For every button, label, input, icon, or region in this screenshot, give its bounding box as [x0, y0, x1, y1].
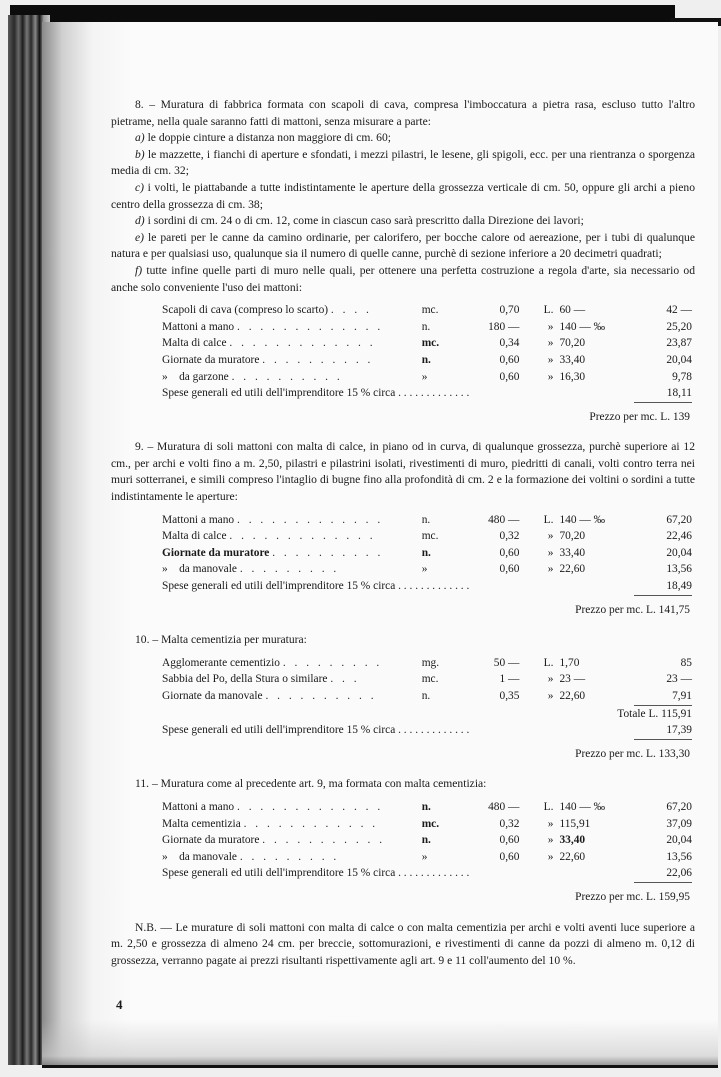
row-desc: Sabbia del Po, della Stura o similare . . .: [162, 673, 360, 686]
row-currency: »: [547, 353, 554, 366]
row-amount: 37,09: [666, 817, 692, 830]
row-desc: Agglomerante cementizio . . . . . . . . .: [162, 656, 383, 669]
table-row: [162, 655, 692, 672]
table-row: [162, 799, 692, 816]
article-9-price-table: [162, 512, 692, 596]
row-qty: 480 —: [488, 513, 520, 526]
row-qty: 0,60: [499, 370, 520, 383]
row-amount: 20,04: [666, 546, 692, 559]
row-rate: 33,40: [559, 834, 586, 847]
table-row: [162, 335, 692, 352]
row-currency: »: [547, 530, 554, 543]
article-9-price-total: Prezzo per mc. L. 141,75: [575, 603, 690, 616]
row-unit: »: [421, 370, 428, 383]
row-unit: n.: [421, 353, 431, 366]
table-row: [162, 512, 692, 529]
row-rate: 22,60: [559, 850, 586, 863]
article-11-price-total: Prezzo per mc. L. 159,95: [575, 890, 690, 903]
row-unit: mc.: [421, 673, 439, 686]
row-desc: Giornate da muratore . . . . . . . . . .: [162, 353, 374, 366]
row-rate: 70,20: [559, 530, 586, 543]
article-8-price-total: Prezzo per mc. L. 139: [589, 410, 690, 423]
row-currency: »: [547, 817, 554, 830]
row-qty: 0,32: [499, 817, 520, 830]
article-11-price-table: [162, 799, 692, 883]
item-letter: d): [135, 214, 145, 228]
row-rate: 140 — ‰: [559, 320, 606, 333]
table-row-totale: [162, 705, 692, 722]
row-amount: 18,49: [634, 578, 692, 595]
row-desc: Spese generali ed utili dell'imprenditore 15 % circa . . . . . . . . . . . . .: [162, 580, 470, 593]
row-qty: 480 —: [488, 800, 520, 813]
item-text: le mazzette, i fianchi di aperture e sfondati, i mezzi pilastri, le lesene, gli spigoli, ecc. per una rientranza o sporgenza media di cm. 32;: [111, 147, 695, 178]
row-qty: 0,60: [499, 850, 520, 863]
row-amount: 7,91: [634, 688, 692, 705]
row-amount: 13,56: [666, 563, 692, 576]
article-9: [111, 439, 695, 618]
row-desc: Malta cementizia . . . . . . . . . . . .: [162, 817, 379, 830]
article-8-item-d: [111, 213, 695, 230]
row-qty: 0,34: [499, 337, 520, 350]
row-unit: »: [421, 563, 428, 576]
row-rate: 22,60: [559, 563, 586, 576]
row-amount: 13,56: [666, 850, 692, 863]
row-desc: Spese generali ed utili dell'imprenditore 15 % circa . . . . . . . . . . . . .: [162, 724, 470, 737]
row-qty: 0,35: [499, 690, 520, 702]
table-row: [162, 352, 692, 369]
row-amount: 42 —: [666, 304, 692, 317]
table-row: [162, 849, 692, 866]
row-currency: »: [547, 673, 554, 686]
row-amount: 67,20: [666, 513, 692, 526]
row-qty: 180 —: [488, 320, 520, 333]
article-11-intro: 11. – Muratura come al precedente art. 9, ma formata con malta cementizia:: [135, 777, 487, 791]
table-row-spese: [162, 722, 692, 739]
row-unit: mg.: [421, 656, 440, 669]
item-text: le doppie cinture a distanza non maggiore di cm. 60;: [144, 131, 391, 145]
table-row: [162, 832, 692, 849]
row-qty: 0,60: [499, 353, 520, 366]
item-letter: e): [135, 230, 145, 244]
row-rate: 16,30: [559, 370, 586, 383]
table-row-spese: [162, 578, 692, 595]
table-row: [162, 545, 692, 562]
item-text: i volti, le piattabande a tutte indistintamente le aperture della grossezza verticale di cm. 50, oppure gli archi a pieno centro della grossezza di cm. 38;: [111, 180, 695, 211]
row-desc: » da manovale . . . . . . . . .: [162, 563, 340, 576]
row-qty: 0,60: [499, 546, 520, 559]
row-desc: Mattoni a mano . . . . . . . . . . . . .: [162, 513, 384, 526]
row-desc: Malta di calce . . . . . . . . . . . . .: [162, 530, 376, 543]
row-desc: Giornate da muratore . . . . . . . . . . .: [162, 834, 386, 847]
row-unit: n.: [421, 834, 431, 847]
article-8: [111, 97, 695, 425]
row-currency: »: [547, 320, 554, 333]
row-currency: »: [547, 834, 554, 847]
row-qty: 1 —: [499, 673, 520, 686]
article-10: [111, 632, 695, 762]
row-unit: mc.: [421, 304, 439, 317]
row-unit: mc.: [421, 530, 439, 543]
item-text: le pareti per le canne da camino ordinarie, per calorifero, per bocche calore od aereazione, per i tubi di qualunque natura e per qualsiasi uso, qualunque sia il numero di quelle canne, purchè di sezione inferiore a 20 decimetri quadrati;: [111, 230, 695, 261]
table-row: [162, 319, 692, 336]
row-amount: 18,11: [634, 385, 692, 402]
row-rate: 140 — ‰: [559, 800, 606, 813]
row-amount: 85: [680, 656, 692, 669]
article-8-item-f: [111, 263, 695, 296]
article-8-intro: 8. – Muratura di fabbrica formata con scapoli di cava, compresa l'imboccatura a pietra rasa, escluso tutto l'altro pietrame, nella quale saranno fatti di mattoni, senza misurare a parte:: [111, 98, 695, 128]
row-unit: n.: [421, 546, 431, 559]
row-currency: L.: [543, 304, 554, 317]
row-unit: mc.: [421, 337, 440, 350]
item-letter: b): [135, 147, 145, 161]
row-rate: 70,20: [559, 337, 586, 350]
table-row: [162, 528, 692, 545]
article-11: [111, 776, 695, 905]
row-unit: mc.: [421, 817, 440, 830]
row-qty: 0,60: [499, 563, 520, 576]
row-qty: 0,70: [499, 304, 520, 317]
row-qty: 0,32: [499, 530, 520, 543]
item-text: i sordini di cm. 24 o di cm. 12, come in ciascun caso sarà prescritto dalla Direzione dei lavori;: [144, 214, 584, 228]
row-amount: 22,06: [634, 865, 692, 882]
page-number: 4: [116, 997, 123, 1012]
row-currency: L.: [543, 800, 554, 813]
table-row: [162, 561, 692, 578]
row-desc: Mattoni a mano . . . . . . . . . . . . .: [162, 800, 384, 813]
row-currency: »: [547, 370, 554, 383]
table-row: [162, 816, 692, 833]
item-letter: a): [135, 131, 145, 145]
row-desc: Malta di calce . . . . . . . . . . . . .: [162, 337, 376, 350]
item-text: tutte infine quelle parti di muro nelle quali, per ottenere una perfetta costruzione a regola d'arte, sia necessario od anche solo conveniente l'uso dei mattoni:: [111, 263, 695, 294]
article-8-item-b: [111, 147, 695, 180]
article-10-price-table: [162, 655, 692, 740]
page-bottom-shadow: [42, 1020, 718, 1065]
row-rate: 33,40: [559, 546, 586, 559]
article-8-item-c: [111, 180, 695, 213]
row-desc: Scapoli di cava (compreso lo scarto) . . . .: [162, 304, 372, 317]
row-currency: »: [547, 337, 554, 350]
row-currency: »: [547, 850, 554, 863]
row-rate: 23 —: [559, 673, 586, 686]
row-amount: 23,87: [666, 337, 692, 350]
row-unit: n.: [421, 320, 431, 333]
article-10-intro: 10. – Malta cementizia per muratura:: [135, 633, 307, 647]
table-row: [162, 671, 692, 688]
table-row-spese: [162, 385, 692, 402]
row-desc: Giornate da muratore . . . . . . . . . .: [162, 546, 384, 559]
row-amount: 22,46: [666, 530, 692, 543]
row-rate: 60 —: [559, 304, 586, 317]
table-row: [162, 688, 692, 705]
row-amount: 9,78: [672, 370, 692, 383]
row-rate: 115,91: [559, 817, 591, 830]
row-amount: 20,04: [666, 353, 692, 366]
row-currency: »: [547, 563, 554, 576]
row-unit: n.: [421, 513, 431, 526]
row-unit: »: [421, 850, 428, 863]
table-row-spese: [162, 865, 692, 882]
row-desc: Mattoni a mano . . . . . . . . . . . . .: [162, 320, 384, 333]
row-desc: » da garzone . . . . . . . . . .: [162, 370, 343, 383]
row-amount: 67,20: [666, 800, 692, 813]
row-unit: n.: [421, 690, 431, 702]
subtotal: Totale L. 115,91: [617, 707, 692, 720]
row-qty: 50 —: [493, 656, 520, 669]
row-amount: 17,39: [634, 722, 692, 739]
row-desc: Spese generali ed utili dell'imprenditore 15 % circa . . . . . . . . . . . . .: [162, 387, 470, 400]
article-10-price-total: Prezzo per mc. L. 133,30: [575, 747, 690, 760]
row-qty: 0,60: [499, 834, 520, 847]
row-currency: L.: [543, 513, 554, 526]
row-desc: Giornate da manovale . . . . . . . . . .: [162, 690, 377, 702]
row-amount: 20,04: [666, 834, 692, 847]
nota-bene: N.B. — Le murature di soli mattoni con malta di calce o con malta cementizia per archi e volti aventi luce superiore a m. 2,50 e grossezza di almeno 24 cm. per breccie, sottomurazioni, e rivestimenti di canne da pozzi di almeno m. 0,12 di grossezza, verranno pagate ai prezzi risultanti rispettivamente agli art. 9 e 11 coll'aumento del 10 %.: [111, 920, 695, 967]
row-rate: 140 — ‰: [559, 513, 606, 526]
row-rate: 1,70: [559, 656, 580, 669]
page-content: [111, 97, 695, 969]
row-amount: 25,20: [666, 320, 692, 333]
article-9-intro: 9. – Muratura di soli mattoni con malta di calce, in piano od in curva, di qualunque grossezza, purchè superiore ai 12 cm., per archi e volti fino a m. 2,50, pilastri e pilastrini isolati, rivestimenti di muro, piedritti di canali, volti contro terra nei muri sotterranei, e simili compreso l'intaglio di bugne fino alla profondità di cm. 2 e la formazione dei voltini o sordini a tutte indistintamente le aperture:: [111, 440, 695, 504]
row-desc: Spese generali ed utili dell'imprenditore 15 % circa . . . . . . . . . . . . .: [162, 867, 470, 880]
row-currency: »: [547, 690, 554, 702]
row-amount: 23 —: [666, 673, 692, 686]
row-desc: » da manovale . . . . . . . . .: [162, 850, 340, 863]
article-8-item-a: [111, 130, 695, 147]
item-letter: f): [135, 263, 143, 277]
item-letter: c): [135, 180, 145, 194]
row-unit: n.: [421, 800, 431, 813]
row-currency: »: [547, 546, 554, 559]
table-row: [162, 369, 692, 386]
article-8-item-e: [111, 230, 695, 263]
article-8-price-table: [162, 302, 692, 403]
row-rate: 33,40: [559, 353, 586, 366]
row-rate: 22,60: [559, 690, 586, 702]
row-currency: L.: [543, 656, 554, 669]
table-row: [162, 302, 692, 319]
